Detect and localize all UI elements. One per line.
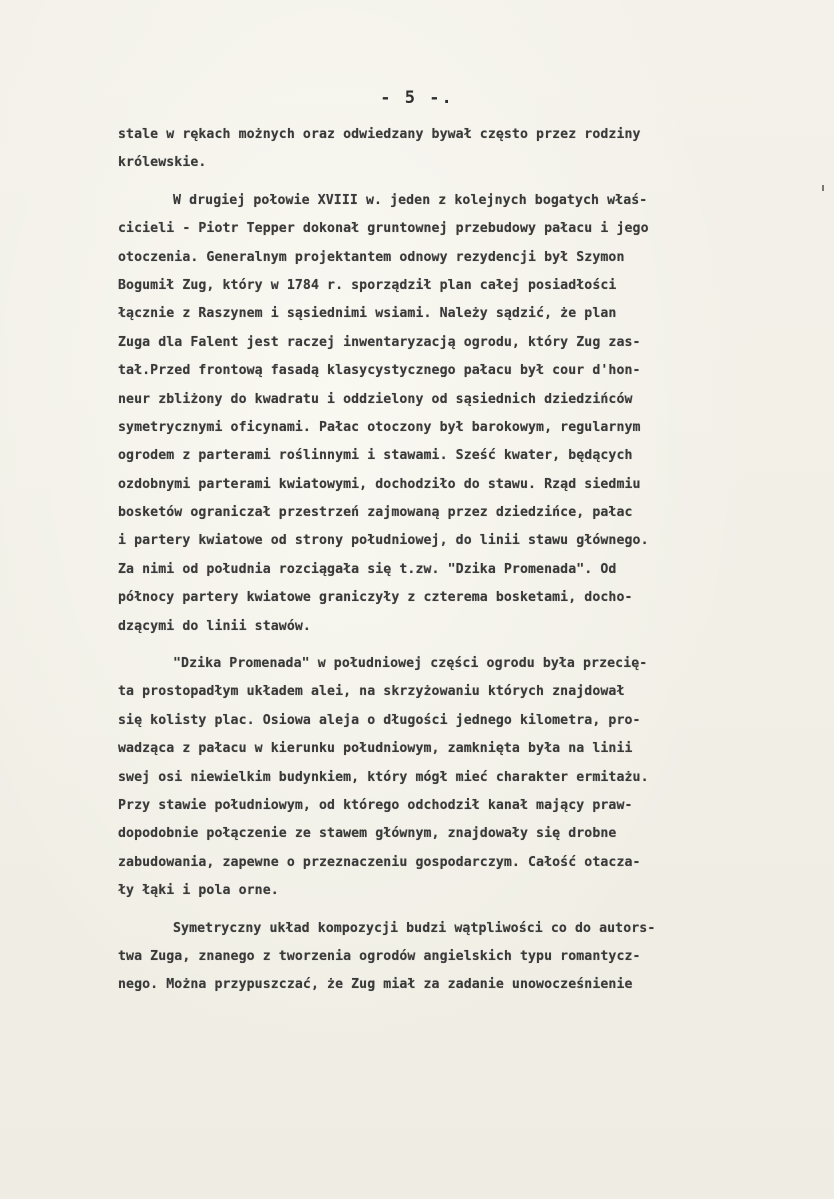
text-line: otoczenia. Generalnym projektantem odnowy rezydencji był Szymon [118, 249, 625, 265]
text-line: Za nimi od południa rozciągała się t.zw. "Dzika Promenada". Od [118, 561, 617, 577]
text-line: łącznie z Raszynem i sąsiednimi wsiami. Należy sądzić, że plan [118, 306, 617, 322]
text-line: wadząca z pałacu w kierunku południowym, zamknięta była na linii [118, 741, 633, 757]
text-line: dopodobnie połączenie ze stawem głównym, znajdowały się drobne [118, 826, 617, 842]
paragraph-gap [118, 641, 808, 650]
text-line: Bogumił Zug, który w 1784 r. sporządził plan całej posiadłości [118, 277, 617, 293]
document-body [118, 121, 808, 1000]
paragraph-first-line: Symetryczny układ kompozycji budzi wątpliwości co do autors- [173, 920, 656, 936]
text-line: się kolisty plac. Osiowa aleja o długości jednego kilometra, pro- [118, 712, 641, 728]
text-line: i partery kwiatowe od strony południowej, do linii stawu głównego. [118, 533, 649, 549]
text-line: symetrycznymi oficynami. Pałac otoczony był barokowym, regularnym [118, 419, 641, 435]
text-line: Zuga dla Falent jest raczej inwentaryzacją ogrodu, który Zug zas- [118, 334, 641, 350]
text-line: stale w rękach możnych oraz odwiedzany bywał często przez rodziny [118, 127, 641, 142]
text-line: bosketów ograniczał przestrzeń zajmowaną przez dziedzińce, pałac [118, 505, 633, 521]
text-line: północy partery kwiatowe graniczyły z czterema bosketami, docho- [118, 590, 633, 606]
text-line: ogrodem z parterami roślinnymi i stawami. Sześć kwater, będących [118, 448, 633, 464]
text-line: neur zbliżony do kwadratu i oddzielony od sąsiednich dziedzińców [118, 391, 633, 407]
paragraph-gap [118, 906, 808, 915]
text-line: swej osi niewielkim budynkiem, który mógł mieć charakter ermitażu. [118, 769, 649, 785]
paragraph-first-line: "Dzika Promenada" w południowej części ogrodu była przecię- [173, 656, 648, 672]
text-line: ozdobnymi parterami kwiatowymi, dochodziło do stawu. Rząd siedmiu [118, 476, 641, 492]
text-line: tał.Przed frontową fasadą klasycystycznego pałacu był cour d'hon- [118, 363, 641, 379]
text-line: ły łąki i pola orne. [118, 883, 279, 899]
text-line: cicieli - Piotr Tepper dokonał gruntownej przebudowy pałacu i jego [118, 221, 649, 237]
margin-speck [822, 185, 824, 191]
page-number: - 5 -. [380, 88, 454, 108]
text-line: zabudowania, zapewne o przeznaczeniu gospodarczym. Całość otacza- [118, 854, 641, 870]
paragraph-first-line: W drugiej połowie XVIII w. jeden z kolejnych bogatych właś- [173, 192, 648, 208]
text-line: dzącymi do linii stawów. [118, 618, 311, 634]
text-line: nego. Można przypuszczać, że Zug miał za zadanie unowocześnienie [118, 977, 633, 993]
text-line: Przy stawie południowym, od którego odchodził kanał mający praw- [118, 797, 633, 813]
text-line: ta prostopadłym układem alei, na skrzyżowaniu których znajdował [118, 684, 625, 700]
text-line: twa Zuga, znanego z tworzenia ogrodów angielskich typu romantycz- [118, 948, 641, 964]
paragraph-gap [118, 178, 808, 187]
text-line: królewskie. [118, 155, 207, 171]
